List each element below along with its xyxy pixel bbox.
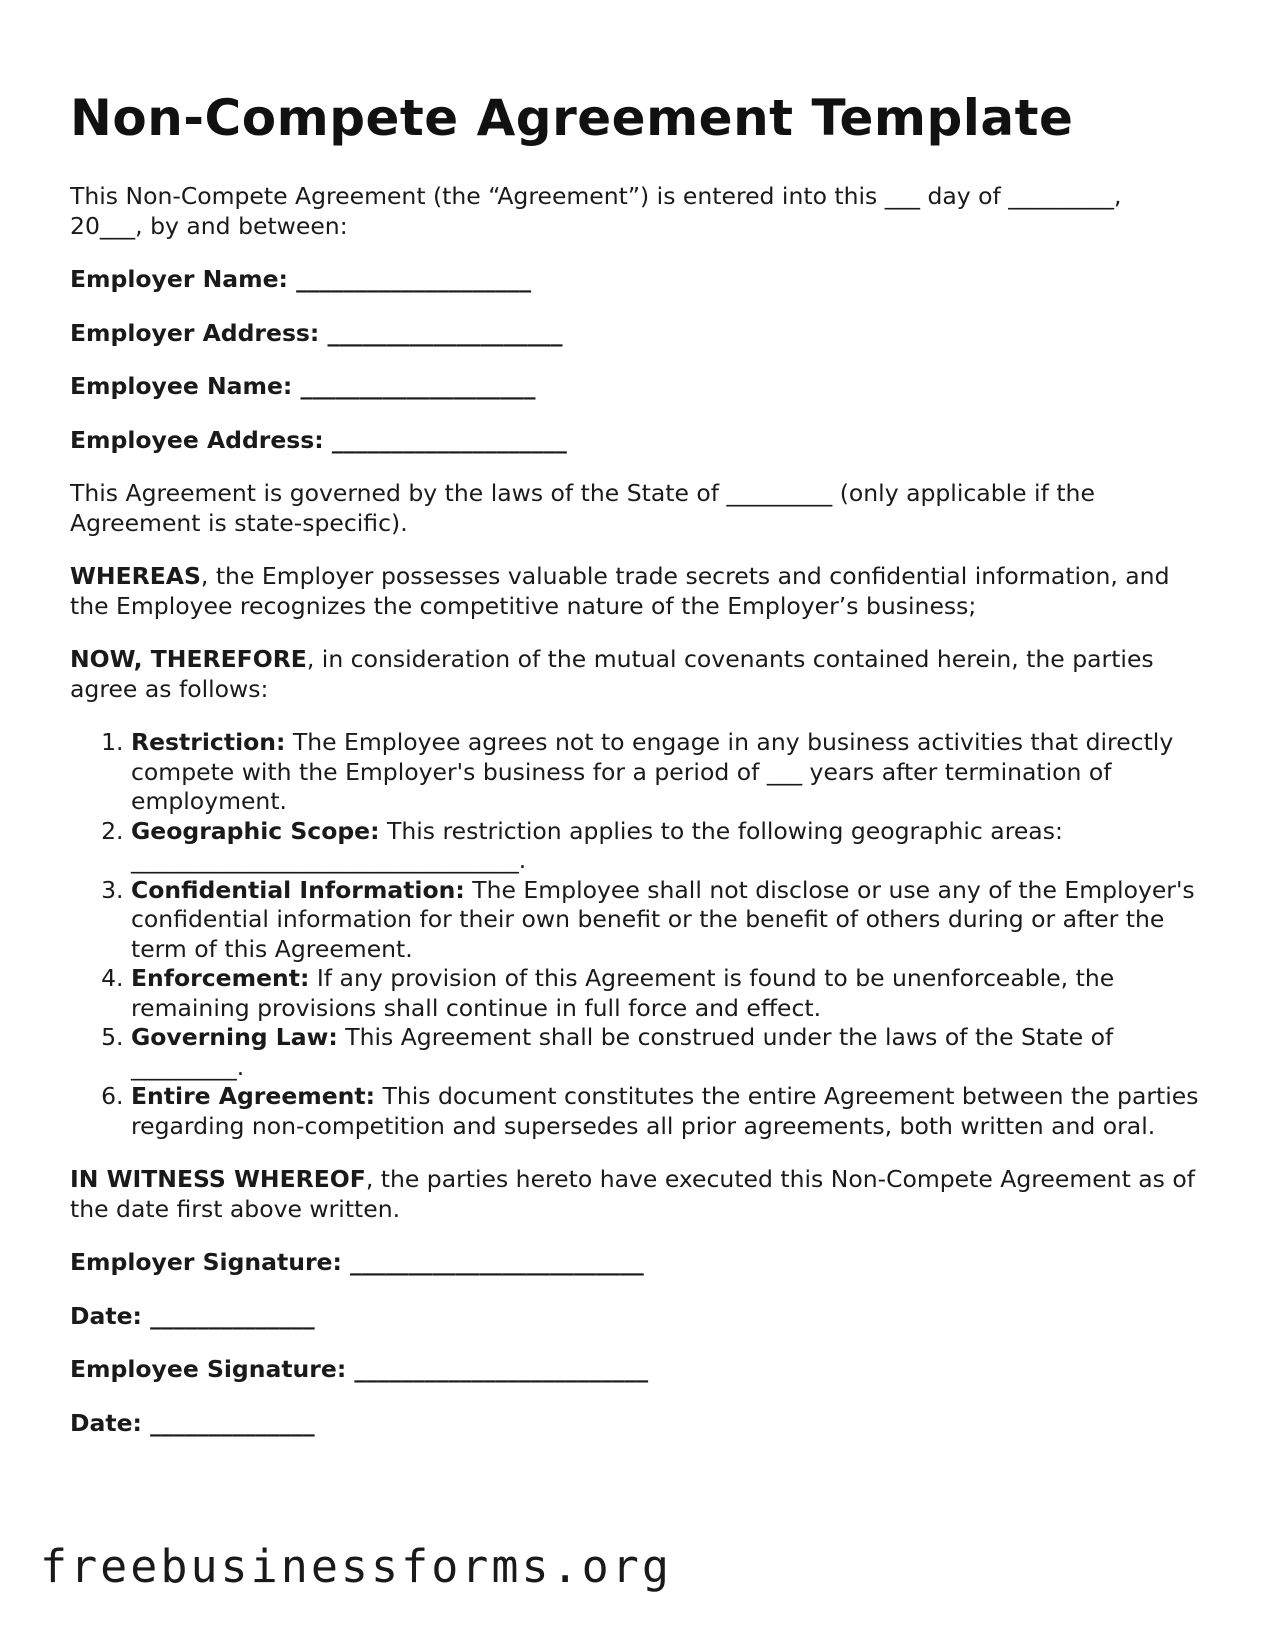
clause-text: The Employee shall not disclose or use any of the Employer's confidential information for their own benefit or the benefit of others during or after the term of this Agreement. — [131, 875, 1195, 963]
witness-text: , the parties hereto have executed this Non-Compete Agreement as of the date first above written. — [70, 1165, 1196, 1223]
clause-item — [131, 876, 1200, 965]
clause-text: This Agreement shall be construed under the laws of the State of _________. — [131, 1023, 1114, 1081]
clause-title: Confidential Information: — [131, 875, 465, 904]
employee-name-field: Employee Name: ____________________ — [70, 372, 536, 400]
clause-text: If any provision of this Agreement is found to be unenforceable, the remaining provisions shall continue in full force and effect. — [131, 964, 1115, 1022]
therefore-text: , in consideration of the mutual covenants contained herein, the parties agree as follows: — [70, 645, 1154, 703]
intro-paragraph: This Non-Compete Agreement (the “Agreement”) is entered into this ___ day of _________, 20___, by and between: — [70, 182, 1122, 240]
whereas-paragraph — [70, 562, 1200, 621]
document-page — [70, 88, 1200, 1462]
employer-signature-line: Employer Signature: _________________________ — [70, 1248, 644, 1276]
clause-text: This restriction applies to the following geographic areas: _________________________________. — [131, 816, 1063, 874]
clause-title: Entire Agreement: — [131, 1082, 376, 1110]
employee-signature-line: Employee Signature: _________________________ — [70, 1355, 649, 1383]
governing-state-paragraph: This Agreement is governed by the laws of the State of _________ (only applicable if the Agreement is state-specific). — [70, 479, 1095, 537]
clause-title: Governing Law: — [131, 1023, 338, 1051]
clause-item — [131, 1023, 1200, 1082]
therefore-paragraph — [70, 645, 1200, 704]
employer-date-line: Date: ______________ — [70, 1301, 315, 1330]
clause-title: Geographic Scope: — [131, 816, 380, 845]
employee-address-field: Employee Address: ____________________ — [70, 425, 567, 454]
watermark-text: freebusinessforms.org — [40, 1540, 672, 1593]
employer-address-field: Employer Address: ____________________ — [70, 318, 563, 347]
clause-title: Restriction: — [131, 728, 286, 756]
clause-list — [70, 728, 1200, 1141]
clause-text: This document constitutes the entire Agreement between the parties regarding non-competition and supersedes all prior agreements, both written and oral. — [131, 1082, 1199, 1140]
employer-name-field: Employer Name: ____________________ — [70, 265, 532, 293]
whereas-text: , the Employer possesses valuable trade secrets and confidential information, and the Employee recognizes the competitive nature of the Employer’s business; — [70, 562, 1170, 620]
witness-label: IN WITNESS WHEREOF — [70, 1165, 366, 1193]
employee-date-line: Date: ______________ — [70, 1408, 315, 1437]
whereas-label: WHEREAS — [70, 562, 201, 590]
therefore-label: NOW, THEREFORE — [70, 645, 307, 673]
witness-paragraph — [70, 1165, 1200, 1224]
clause-item — [131, 728, 1200, 817]
clause-item — [131, 817, 1200, 876]
clause-item — [131, 1082, 1200, 1141]
clause-title: Enforcement: — [131, 964, 310, 992]
page-title: Non-Compete Agreement Template — [70, 89, 1074, 147]
clause-text: The Employee agrees not to engage in any business activities that directly compete with the Employer's business for a period of ___ years after termination of employment. — [131, 728, 1174, 815]
clause-item — [131, 964, 1200, 1023]
